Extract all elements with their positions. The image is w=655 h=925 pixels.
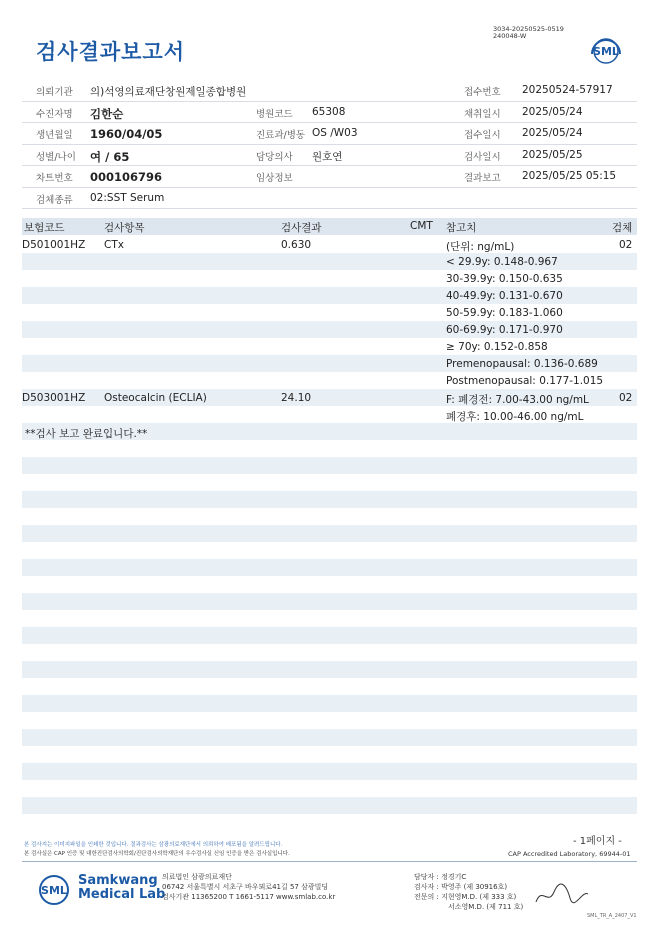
results-table-header [22, 218, 637, 235]
row-stripe [22, 729, 637, 746]
address-block: 의료법인 삼광의료재단 06742 서울특별시 서초구 바우뫼로41길 57 삼광빌딩 검사기관 11365200 T 1661-5117 www.smlab.co.kr [162, 873, 336, 901]
table-cell-item: Osteocalcin (ECLIA) [104, 392, 207, 404]
table-cell-result: 24.10 [281, 392, 312, 404]
table-cell-ref: 30-39.9y: 0.150-0.635 [446, 273, 563, 285]
info-row [22, 188, 637, 210]
col-ref: 참고치 [446, 222, 477, 234]
svg-text:SML: SML [41, 884, 67, 897]
col-cmt: CMT [410, 220, 433, 232]
table-cell-specimen: 02 [619, 392, 633, 404]
col-code: 보험코드 [24, 222, 65, 234]
row-stripe [22, 695, 637, 712]
table-cell-ref: < 29.9y: 0.148-0.967 [446, 256, 558, 268]
page-title: 검사결과보고서 [36, 40, 186, 64]
col-item: 검사항목 [104, 222, 145, 234]
info-l1: 의뢰기관 [36, 87, 73, 98]
row-stripe [22, 525, 637, 542]
info-row [22, 123, 637, 145]
row-stripe [22, 661, 637, 678]
info-v3: 20250524-57917 [522, 84, 613, 96]
table-cell-ref: Premenopausal: 0.136-0.689 [446, 358, 598, 370]
table-cell-ref: 폐경후: 10.00-46.00 ng/mL [446, 411, 584, 423]
info-v2: 65308 [312, 105, 346, 118]
row-stripe [22, 457, 637, 474]
row-stripe [22, 559, 637, 576]
info-row [22, 145, 637, 167]
row-stripe [22, 491, 637, 508]
footnote-cap: 본 검사실은 CAP 인증 및 대한진단검사의학회/진단검사의학재단의 우수검사실 신임 인증을 받은 검사실입니다. [24, 851, 290, 857]
sml-logo-icon [588, 34, 624, 64]
signature-icon [532, 880, 592, 910]
info-l1: 생년월일 [36, 130, 73, 141]
info-v1: 000106796 [90, 170, 163, 184]
info-row [22, 166, 637, 188]
info-l3: 검사일시 [464, 151, 501, 163]
table-cell-specimen: 02 [619, 239, 633, 251]
table-cell-code: **검사 보고 완료입니다.** [25, 428, 148, 440]
row-stripe [22, 627, 637, 644]
info-v1: 02:SST Serum [90, 191, 165, 204]
info-row [22, 80, 637, 102]
info-l3: 채취일시 [464, 108, 501, 120]
info-v2: 원호연 [312, 150, 343, 163]
table-cell-result: 0.630 [281, 239, 312, 251]
info-v3: 2025/05/24 [522, 105, 583, 118]
col-specimen: 검체 [612, 222, 633, 234]
info-v1: 여 / 65 [90, 149, 130, 164]
brand-name: Samkwang Medical Lab [78, 873, 166, 902]
info-l3: 결과보고 [464, 173, 501, 184]
cap-accreditation: CAP Accredited Laboratory, 69944-01 [508, 850, 631, 858]
info-l2: 진료과/병동 [256, 130, 306, 141]
info-v1: 의)석영의료재단창원제일종합병원 [90, 86, 247, 98]
table-cell-item: CTx [104, 239, 124, 251]
col-result: 검사결과 [281, 222, 322, 234]
form-code: SML_TR_A_2407_V1 [587, 913, 637, 919]
info-v1: 김한순 [90, 106, 124, 121]
table-cell-ref: 40-49.9y: 0.131-0.670 [446, 290, 563, 302]
table-cell-ref: 60-69.9y: 0.171-0.970 [446, 324, 563, 336]
info-v2: OS /W03 [312, 127, 358, 139]
row-stripe [22, 593, 637, 610]
table-cell-code: D503001HZ [22, 392, 86, 404]
info-l1: 수진자명 [36, 108, 73, 120]
info-l1: 성별/나이 [36, 151, 76, 163]
sml-footer-logo-icon [34, 872, 74, 906]
info-l3: 접수번호 [464, 87, 501, 98]
table-cell-ref: 50-59.9y: 0.183-1.060 [446, 307, 563, 319]
info-l2: 병원코드 [256, 108, 293, 120]
info-v3: 2025/05/25 05:15 [522, 170, 617, 182]
patient-info [22, 80, 637, 209]
table-cell-ref: Postmenopausal: 0.177-1.015 [446, 375, 604, 387]
table-cell-ref: (단위: ng/mL) [446, 241, 515, 253]
table-cell-ref: F: 폐경전: 7.00-43.00 ng/mL [446, 394, 589, 406]
document-number: 3034-20250525-0519 240048-W [493, 25, 564, 40]
info-l1: 검체종류 [36, 194, 73, 206]
info-v3: 2025/05/24 [522, 127, 583, 139]
divider [22, 861, 637, 862]
info-v3: 2025/05/25 [522, 148, 583, 161]
info-row [22, 102, 637, 124]
table-cell-code: D501001HZ [22, 239, 86, 251]
footnote-image: 본 검사지는 이미지파일을 인쇄한 것입니다. 결과검사는 삼광의료재단에서 의뢰하여 배포됨을 알려드립니다. [24, 842, 283, 848]
svg-text:SML: SML [593, 45, 619, 58]
staff-block: 담당자 : 정경기C 검사자 : 박영주 (제 30916호) 전문의 : 지현영M.D. (제 333 호) 서소영M.D. (제 711 호) [414, 873, 524, 911]
page-number: - 1페이지 - [573, 836, 622, 847]
info-l3: 접수일시 [464, 130, 501, 141]
info-l1: 차트번호 [36, 173, 73, 184]
table-cell-ref: ≥ 70y: 0.152-0.858 [446, 341, 548, 353]
info-v1: 1960/04/05 [90, 127, 163, 141]
info-l2: 임상정보 [256, 173, 293, 184]
info-l2: 담당의사 [256, 151, 293, 163]
row-stripe [22, 797, 637, 814]
row-stripe [22, 763, 637, 780]
